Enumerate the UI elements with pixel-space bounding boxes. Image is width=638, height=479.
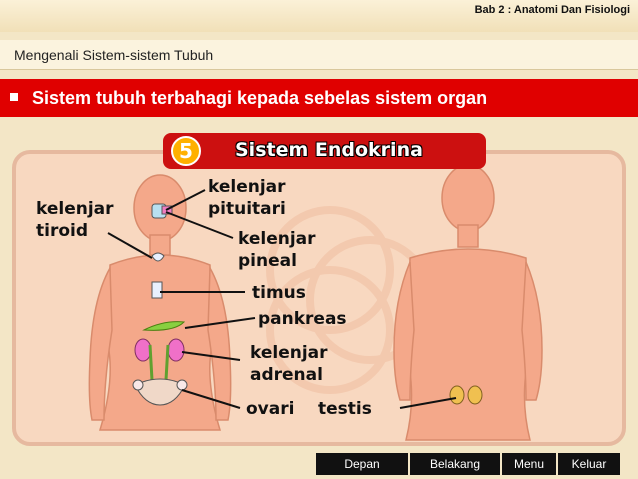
label-ovari: ovari [246,399,295,419]
slide-subtitle: Mengenali Sistem-sistem Tubuh [14,47,214,63]
slide-heading: Sistem tubuh terbahagi kepada sebelas sistem organ [32,88,488,108]
chapter-label: Bab 2 : Anatomi Dan Fisiologi [474,4,630,16]
nav-menu-button[interactable]: Menu [502,453,556,475]
label-line: kelenjar [250,343,328,363]
nav-belakang-button[interactable]: Belakang [410,453,500,475]
label-line: kelenjar [238,229,316,249]
nav-depan-button[interactable]: Depan [316,453,408,475]
navigation-bar [316,453,622,475]
label-adrenal [250,342,328,386]
label-line: tiroid [36,221,89,241]
label-tiroid [36,198,114,242]
section-number-badge: 5 [171,136,201,166]
label-pankreas: pankreas [258,309,347,329]
label-timus: timus [252,283,306,303]
label-line: pineal [238,251,297,271]
label-line: pituitari [208,199,286,219]
label-pituitari [208,176,286,220]
label-line: adrenal [250,365,323,385]
label-testis: testis [318,399,372,419]
nav-keluar-button[interactable]: Keluar [558,453,620,475]
male-body-figure [394,165,542,440]
label-pineal [238,228,316,272]
label-line: kelenjar [36,199,114,219]
diagram-title: Sistem Endokrina [235,139,423,161]
label-line: kelenjar [208,177,286,197]
